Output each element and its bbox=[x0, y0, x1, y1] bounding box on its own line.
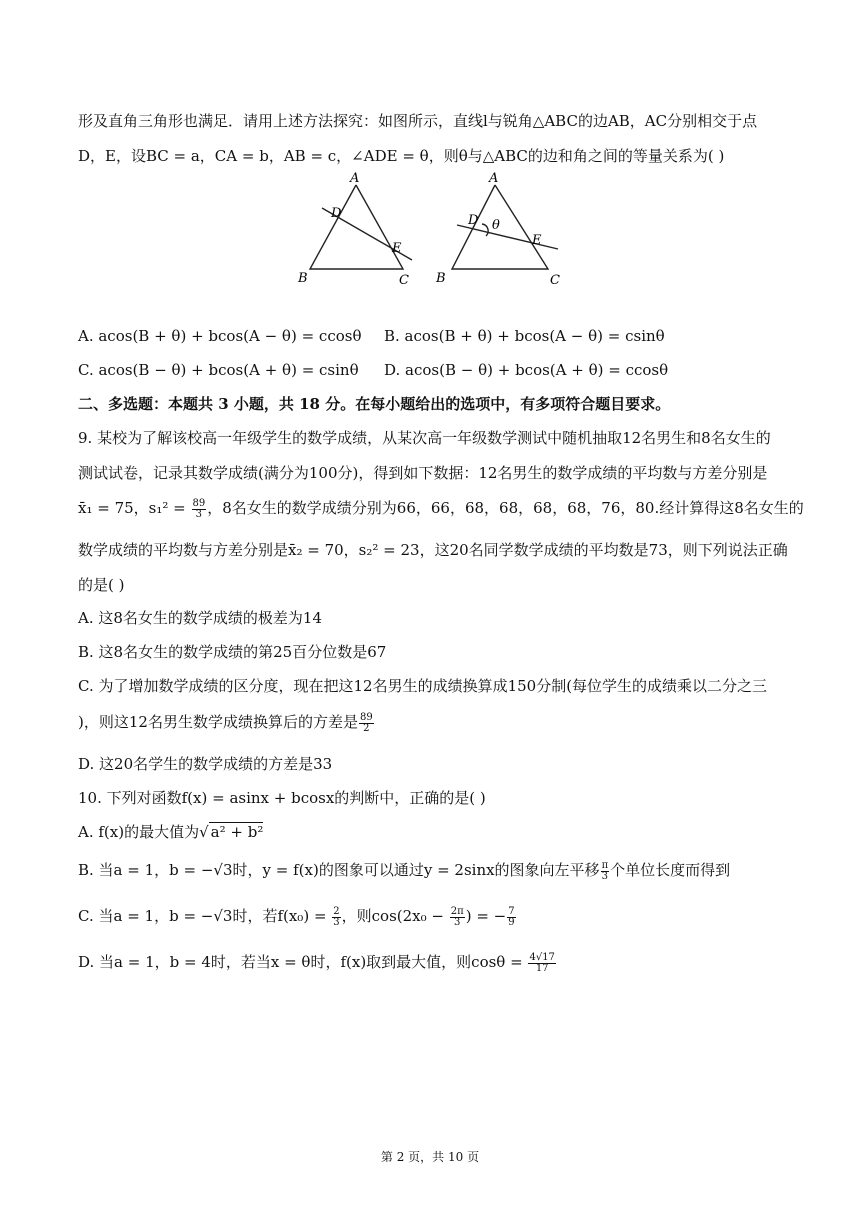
q8-option-a[interactable]: A. acos(B + θ) + bcos(A − θ) = ccosθ bbox=[78, 327, 362, 345]
q8-stem-line2: D，E，设BC = a，CA = b，AB = c，∠ADE = θ，则θ与△ABC的边和角之间的等量关系为( ) bbox=[78, 147, 725, 165]
q8-figure bbox=[290, 170, 580, 290]
q9-option-b[interactable]: B. 这8名女生的数学成绩的第25百分位数是67 bbox=[78, 643, 387, 661]
figure-left-triangle bbox=[310, 185, 412, 269]
q8-stem-line1: 形及直角三角形也满足．请用上述方法探究：如图所示，直线l与锐角△ABC的边AB，AC分别相交于点 bbox=[78, 112, 758, 130]
q10-option-a-text: A. f(x)的最大值为 bbox=[78, 823, 200, 841]
q10-option-d[interactable] bbox=[78, 952, 782, 974]
q8-option-b[interactable]: B. acos(B + θ) + bcos(A − θ) = csinθ bbox=[384, 327, 665, 345]
q10-fraction-7-9: $\frac{7}{9}$ bbox=[508, 905, 515, 928]
q9-option-c-text: )，则这12名男生数学成绩换算后的方差是 bbox=[78, 713, 358, 731]
label-right-theta: θ bbox=[492, 218, 500, 233]
label-right-E: E bbox=[532, 233, 542, 248]
label-right-A: A bbox=[489, 171, 499, 186]
q10-fraction-pi-3: $\frac{\pi}{3}$ bbox=[601, 859, 609, 882]
label-left-D: D bbox=[331, 206, 342, 221]
q10-fraction-2-3: $\frac{2}{3}$ bbox=[333, 905, 340, 928]
q10-option-a[interactable]: A. f(x)的最大值为√ a² + b² bbox=[78, 823, 264, 841]
q9-stem-line4: 数学成绩的平均数与方差分别是x̄₂ = 70，s₂² = 23，这20名同学数学成绩的平均数是73，则下列说法正确 bbox=[78, 541, 788, 559]
q9-stem-line2: 测试试卷，记录其数学成绩(满分为100分)，得到如下数据：12名男生的数学成绩的平均数与方差分别是 bbox=[78, 464, 768, 482]
q10-option-b[interactable] bbox=[78, 860, 782, 882]
q9-option-c-line1[interactable]: C. 为了增加数学成绩的区分度，现在把这12名男生的成绩换算成150分制(每位学生的成绩乘以二分之三 bbox=[78, 677, 768, 695]
q9-option-d[interactable]: D. 这20名学生的数学成绩的方差是33 bbox=[78, 755, 333, 773]
q10-option-d-text: D. 当a = 1，b = 4时，若当x = θ时，f(x)取到最大值，则cosθ = bbox=[78, 953, 528, 971]
label-right-D: D bbox=[468, 213, 479, 228]
q8-option-d[interactable]: D. acos(B − θ) + bcos(A + θ) = ccosθ bbox=[384, 361, 669, 379]
label-left-E: E bbox=[392, 241, 402, 256]
q10-sqrt-expression: a² + b² bbox=[210, 823, 264, 841]
page-footer: 第 2 页，共 10 页 bbox=[380, 1150, 480, 1164]
q10-option-c-text2: ，则cos(2x₀ − bbox=[341, 907, 449, 925]
q10-option-b-text1: B. 当a = 1，b = −√3时，y = f(x)的图象可以通过y = 2sinx的图象向左平移 bbox=[78, 861, 600, 879]
q10-option-c[interactable] bbox=[78, 906, 782, 928]
q8-option-c[interactable]: C. acos(B − θ) + bcos(A + θ) = csinθ bbox=[78, 361, 359, 379]
q10-fraction-4sqrt17-17: $\frac{4√17}{17}$ bbox=[529, 951, 555, 974]
q9-fraction-89-2: $\frac{89}{2}$ bbox=[359, 711, 373, 734]
q8-option-row1 bbox=[78, 326, 782, 346]
q9-option-a[interactable]: A. 这8名女生的数学成绩的极差为14 bbox=[78, 609, 323, 627]
q10-option-c-text1: C. 当a = 1，b = −√3时，若f(x₀) = bbox=[78, 907, 332, 925]
q9-line3-part2: ，8名女生的数学成绩分别为66，66，68，68，68，68，76，80.经计算得这8名女生的 bbox=[207, 499, 804, 517]
label-left-C: C bbox=[399, 273, 409, 288]
q10-fraction-2pi-3: $\frac{2\pi}{3}$ bbox=[450, 905, 464, 928]
q10-option-c-text3: ) = − bbox=[465, 907, 507, 925]
q9-stem-line1: 9. 某校为了解该校高一年级学生的数学成绩，从某次高一年级数学测试中随机抽取12名男生和8名女生的 bbox=[78, 429, 771, 447]
q9-line3-part1: x̄₁ = 75，s₁² = bbox=[78, 499, 191, 517]
label-right-C: C bbox=[550, 273, 560, 288]
q9-fraction-89-3: $\frac{89}{3}$ bbox=[192, 497, 206, 520]
q9-stem-line3 bbox=[78, 497, 804, 520]
q9-stem-line5: 的是( ) bbox=[78, 576, 125, 594]
label-left-B: B bbox=[298, 271, 308, 286]
q8-option-row2 bbox=[78, 360, 782, 380]
q9-option-c-line2[interactable] bbox=[78, 712, 782, 734]
section-heading-multiple-choice: 二、多选题：本题共 3 小题，共 18 分。在每小题给出的选项中，有多项符合题目要求。 bbox=[78, 395, 671, 413]
label-left-A: A bbox=[350, 171, 360, 186]
label-right-B: B bbox=[436, 271, 446, 286]
q10-stem: 10. 下列对函数f(x) = asinx + bcosx的判断中，正确的是( ) bbox=[78, 789, 486, 807]
q10-option-b-text2: 个单位长度而得到 bbox=[610, 861, 731, 879]
